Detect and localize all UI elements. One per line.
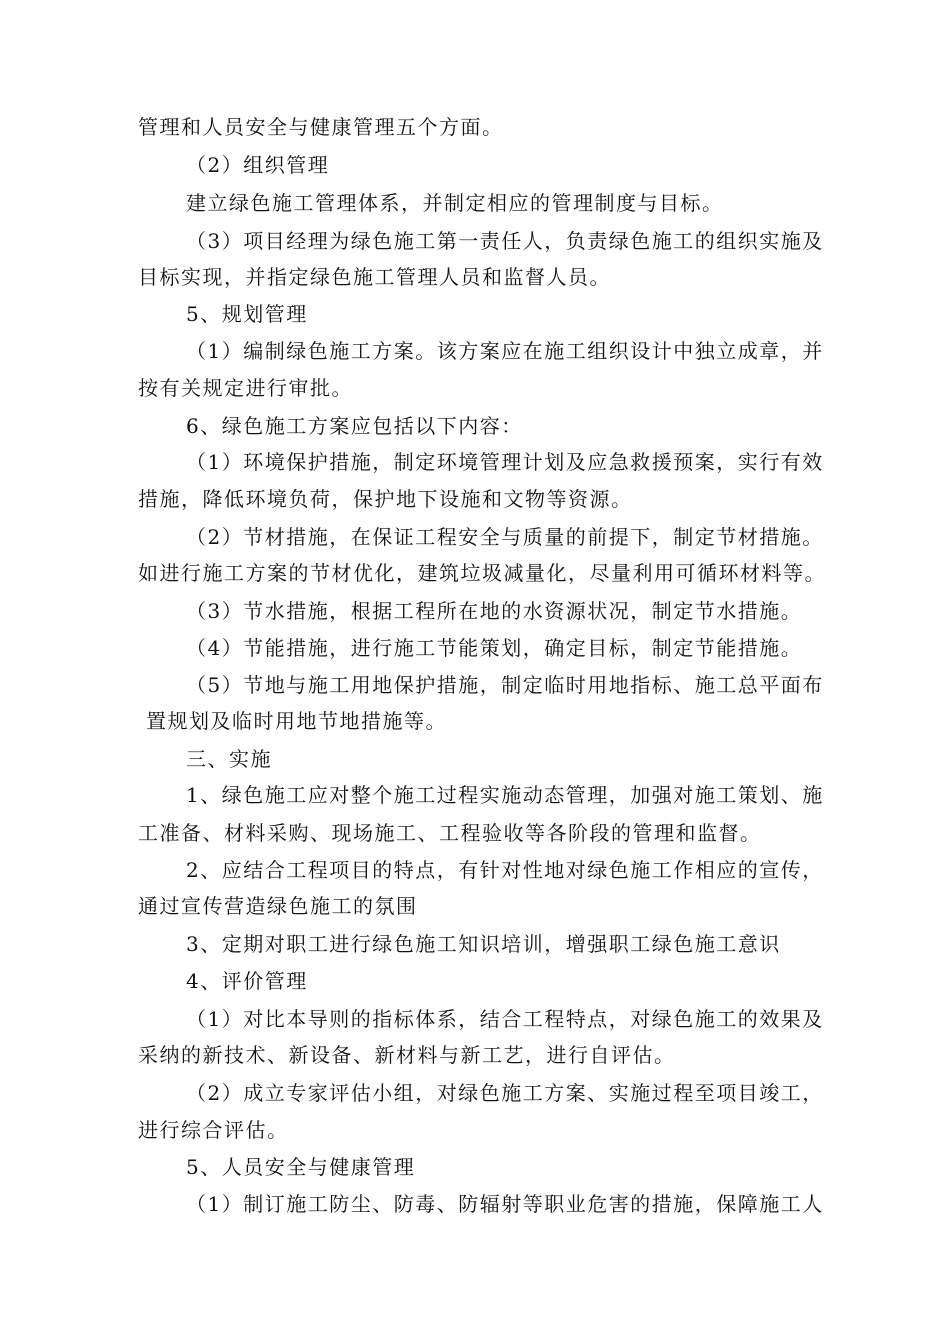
section-heading: 4、评价管理 — [186, 969, 308, 993]
text-line: 建立绿色施工管理体系，并制定相应的管理制度与目标。 — [186, 191, 724, 215]
section-heading: 5、规划管理 — [186, 302, 308, 326]
text-line: （1）编制绿色施工方案。该方案应在施工组织设计中独立成章，并 — [186, 339, 824, 363]
text-line: （5）节地与施工用地保护措施，制定临时用地指标、施工总平面布 — [186, 673, 824, 697]
text-line: （1）制订施工防尘、防毒、防辐射等职业危害的措施，保障施工人 — [186, 1192, 824, 1216]
text-line: （2）节材措施，在保证工程安全与质量的前提下，制定节材措施。 — [186, 525, 824, 549]
section-heading: （2）组织管理 — [186, 153, 330, 177]
text-line: 2、应结合工程项目的特点，有针对性地对绿色施工作相应的宣传， — [186, 858, 824, 882]
text-line: （2）成立专家评估小组，对绿色施工方案、实施过程至项目竣工， — [186, 1081, 824, 1105]
text-line: 工准备、材料采购、现场施工、工程验收等各阶段的管理和监督。 — [138, 821, 762, 845]
text-line: 通过宣传营造绿色施工的氛围 — [138, 894, 418, 918]
text-line: 按有关规定进行审批。 — [138, 376, 353, 400]
text-line: （1）环境保护措施，制定环境管理计划及应急救援预案，实行有效 — [186, 450, 824, 474]
text-line: 管理和人员安全与健康管理五个方面。 — [138, 115, 504, 139]
text-line: 3、定期对职工进行绿色施工知识培训，增强职工绿色施工意识 — [186, 932, 781, 956]
text-line: 措施，降低环境负荷，保护地下设施和文物等资源。 — [138, 487, 633, 511]
text-line: 如进行施工方案的节材优化，建筑垃圾减量化，尽量利用可循环材料等。 — [138, 561, 826, 585]
section-heading: 6、绿色施工方案应包括以下内容： — [186, 414, 523, 438]
text-line: （4）节能措施，进行施工节能策划，确定目标，制定节能措施。 — [186, 636, 803, 660]
text-line: （3）节水措施，根据工程所在地的水资源状况，制定节水措施。 — [186, 599, 803, 623]
text-line: （3）项目经理为绿色施工第一责任人，负责绿色施工的组织实施及 — [186, 229, 824, 253]
text-line: 置规划及临时用地节地措施等。 — [146, 709, 447, 733]
text-line: （1）对比本导则的指标体系，结合工程特点，对绿色施工的效果及 — [186, 1007, 824, 1031]
text-line: 采纳的新技术、新设备、新材料与新工艺，进行自评估。 — [138, 1043, 676, 1067]
section-heading: 5、人员安全与健康管理 — [186, 1155, 416, 1179]
text-line: 1、绿色施工应对整个施工过程实施动态管理，加强对施工策划、施 — [186, 783, 824, 807]
section-heading: 三、实施 — [186, 747, 272, 771]
text-line: 进行综合评估。 — [138, 1118, 289, 1142]
text-line: 目标实现，并指定绿色施工管理人员和监督人员。 — [138, 265, 611, 289]
